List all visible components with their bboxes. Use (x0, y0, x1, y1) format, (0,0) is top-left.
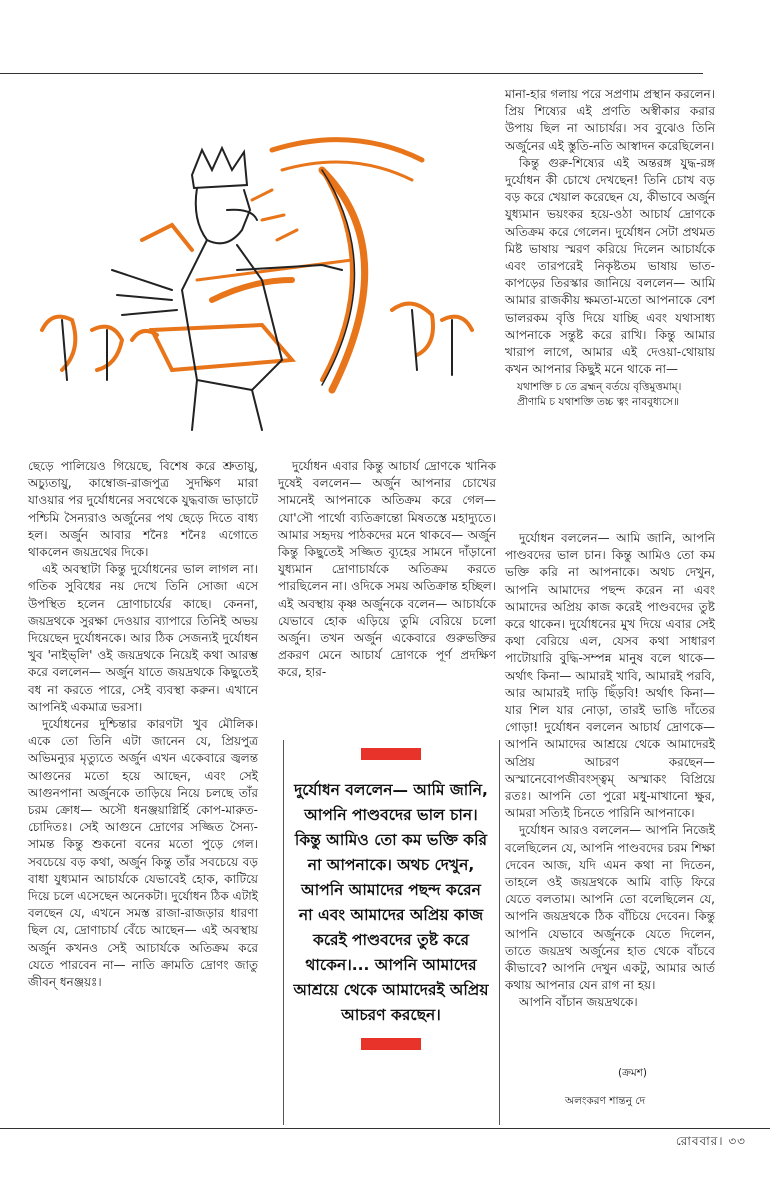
body-column-3-top (505, 86, 715, 416)
paragraph: আপনি বাঁচান জয়দ্রথকে। (519, 995, 638, 1010)
pull-quote-bottom-bar (361, 1038, 421, 1050)
paragraph: দুর্যোধন আরও বললেন— আপনি নিজেই বলেছিলেন যে, আপনি পাণ্ডবদের চরম শিক্ষা দেবেন আজ, যদি এমন কথা না দিতেন, তাহলে ওই জয়দ্রথকে আমি বাড়ি ফিরে যেতে বলতাম। আপনি তো বলেছিলেন যে, আপনি জয়দ্রথকে ঠিক বাঁচিয়ে দেবেন। কিন্তু আপনি যেভাবে অর্জুনকে যেতে দিলেন, তাতে জয়দ্রথ অর্জুনের হাত থেকে বাঁচবে কীভাবে? আপনি দেখুন একটু, আমার আর্ত কথায় আপনার যেন রাগ না হয়। (505, 823, 715, 993)
paragraph: ছেড়ে পালিয়েও গিয়েছে, বিশেষ করে শ্রুতায়ু, অচ্যুতায়ু, কাম্বোজ-রাজপুত্র সুদক্ষিণ মারা যাওয়ার পর দুর্যোধনের সবথেকে যুদ্ধবাজ ভাড়াটে পশ্চিমি সৈন্যরাও অর্জুনের পথ ছেড়ে দিতে বাধ্য হল। অর্জুন আবার শনৈঃ শনৈঃ এগোতে থাকলেন জয়দ্রথের দিকে। (28, 459, 258, 560)
pull-quote-right-border (499, 740, 500, 1125)
paragraph: এই অবস্থাটা কিন্তু দুর্যোধনের ভাল লাগল না। গতিক সুবিধের নয় দেখে তিনি সোজা এসে উপস্থিত হলেন দ্রোণাচার্যের কাছে। কেননা, জয়দ্রথকে সুরক্ষা দেওয়ার ব্যাপারে তিনিই অভয় দিয়েছেন দুর্যোধনকে। আর ঠিক সেজন্যই দুর্যোধন খুব 'নাইভ্‌লি' ওই জয়দ্রথকে নিয়েই কথা আরম্ভ করে বললেন— অর্জুন যাতে জয়দ্রথকে কিছুতেই বধ না করতে পারে, সেই ব্যবস্থা করুন। এখানে আপনিই একমাত্র ভরসা। (28, 562, 258, 714)
illustration-credit: অলংকরণ শান্তনু দে (565, 1095, 646, 1107)
archer-illustration (22, 130, 492, 450)
top-rule (0, 73, 703, 74)
continued-label: (ক্রমশ) (618, 1067, 648, 1079)
pull-quote-text: দুর্যোধন বললেন— আমি জানি, আপনি পাণ্ডবদের ভাল চান। কিন্তু আমিও তো কম ভক্তি করি না আপনাকে। অথচ দেখুন, আপনি আমাদের পছন্দ করেন না এবং আমাদের অপ্রিয় কাজ করেই পাণ্ডবদের তুষ্ট করে থাকেন।... আপনি আমাদের আশ্রয়ে থেকে আমাদেরই অপ্রিয় আচরণ করছেন। (293, 781, 489, 1024)
sanskrit-verse-line: যথাশক্তি চ তে ব্রহ্মন্ বর্তয়ে বৃত্তিমুত্তমাম্। (517, 381, 682, 394)
body-column-2 (278, 458, 496, 682)
page-footer: রোববার। ৩৩ (675, 1134, 746, 1148)
pull-quote-left-border (283, 740, 284, 1125)
bottom-rule (0, 1128, 770, 1129)
paragraph: মানা-হার গলায় পরে সপ্রণাম প্রস্থান করলেন। প্রিয় শিষ্যের এই প্রণতি অস্বীকার করার উপায় ছিল না আচার্যর। সব বুঝেও তিনি অর্জুনের এই স্তুতি-নতি আস্বাদন করেছিলেন। (505, 87, 715, 153)
body-column-1 (28, 458, 258, 991)
paragraph: দুর্যোধনের দুশ্চিন্তার কারণটা খুব মৌলিক। একে তো তিনি এটা জানেন যে, প্রিয়পুত্র অভিমন্যুর মৃত্যুতে অর্জুন এখন একেবারে জ্বলন্ত আগুনের মতো হয়ে আছেন, এবং সেই আগুনপানা অর্জুনকে তাড়িয়ে নিয়ে চলছে তাঁর চরম ক্রোধ— অসৌ ধনঞ্জয়াগ্নির্হি কোপ-মারুত-চোদিতঃ। সেই আগুনে দ্রোণের সজ্জিত সৈন্য-সামন্ত কিন্তু শুকনো বনের মতো পুড়ে গেল। সবচেয়ে বড় কথা, অর্জুন কিন্তু তাঁর সবচেয়ে বড় বাধা যুধ্যমান আচার্যকে যেভাবেই হোক, কাটিয়ে দিয়ে চলে এসেছেন অনেকটা। দুর্যোধন ঠিক এটাই বলছেন যে, এখনে সমস্ত রাজা-রাজড়ার ধারণা ছিল যে, দ্রোণাচার্য বেঁচে আছেন— এই অবস্থায় অর্জুন কখনও সেই আচার্যকে অতিক্রম করে যেতে পারবেন না— নাতি ক্রামতি দ্রোণং জাতু জীবন্ ধনঞ্জয়ঃ। (28, 717, 259, 990)
pull-quote (285, 740, 497, 1125)
sanskrit-verse-line: প্রীণামি চ যথাশক্তি তচ্চ ত্বং নাববুধ্যসে॥ (517, 396, 680, 409)
paragraph: দুর্যোধন এবার কিন্তু আচার্য দ্রোণকে খানিক দুষেই বললেন— অর্জুন আপনার চোখের সামনেই আপনাকে অতিক্রম করে গেল— যো'সৌ পার্থো ব্যতিক্রান্তো মিষতস্তে মহাদ্যুতে। আমার সহৃদয় পাঠকদের মনে থাকবে— অর্জুন কিন্তু কিছুতেই সজ্জিত ব্যূহের সামনে দাঁড়ানো যুধ্যমান দ্রোণাচার্যকে অতিক্রম করতে পারছিলেন না। ওদিকে সময় অতিক্রান্ত হচ্ছিল। এই অবস্থায় কৃষ্ণ অর্জুনকে বলেন— আচার্যকে যেভাবে হোক এড়িয়ে তুমি বেরিয়ে চলো অর্জুন। তখন অর্জুন একেবারে গুরুভক্তির প্রকরণ মেনে আচার্য দ্রোণকে পূর্ণ প্রদক্ষিণ করে, হার- (278, 459, 496, 680)
paragraph: দুর্যোধন বললেন— আমি জানি, আপনি পাণ্ডবদের ভাল চান। কিন্তু আমিও তো কম ভক্তি করি না আপনাকে। অথচ দেখুন, আপনি আমাদের পছন্দ করেন না এবং আমাদের অপ্রিয় কাজ করেই পাণ্ডবদের তুষ্ট করে থাকেন। দুর্যোধনের মুখ দিয়ে এবার সেই কথা বেরিয়ে এল, যেসব কথা সাধারণ পাটোয়ারি বুদ্ধি-সম্পন্ন মানুষ বলে থাকে— অর্থাৎ কিনা— আমারই খাবি, আমারই পরবি, আর আমারই দাড়ি ছিঁড়বি! অর্থাৎ কিনা— যার শিল যার নোড়া, তারই ভাঙি দাঁতের গোড়া! দুর্যোধন বললেন আচার্য দ্রোণকে— আপনি আমাদের আশ্রয়ে থেকে আমাদেরই অপ্রিয় আচরণ করছেন— অস্মানেবোপজীবংস্ত্বম্ অস্মাকং বিপ্রিয়ে রতঃ। আপনি তো পুরো মধু-মাখানো ক্ষুর, আমরা সত্যিই চিনতে পারিনি আপনাকে। (505, 531, 715, 821)
pull-quote-top-bar (361, 748, 421, 760)
body-column-3-bottom (505, 530, 715, 1012)
paragraph: কিন্তু গুরু-শিষ্যের এই অন্তরঙ্গ যুদ্ধ-রঙ্গ দুর্যোধন কী চোখে দেখছেন! তিনি চোখ বড় বড় করে খেয়াল করেছেন যে, কীভাবে অর্জুন যুধ্যমান ভয়ংকর হয়ে-ওঠা আচার্য দ্রোণকে অতিক্রম করে গেলেন। দুর্যোধন সেটা প্রথমত মিষ্ট ভাষায় স্মরণ করিয়ে দিলেন আচার্যকে এবং তারপরেই নিকৃষ্টতম ভাষায় ভাত-কাপড়ের তিরস্কার জানিয়ে বললেন— আমি আমার রাজকীয় ক্ষমতা-মতো আপনাকে বেশ ভালরকম বৃত্তি দিয়ে যাচ্ছি এবং যথাসাধ্য আপনাকে সন্তুষ্ট করে রাখি। কিন্তু আমার খারাপ লাগে, আমার এই দেওয়া-থোয়ায় কখন আপনার কিছুই মনে থাকে না— (505, 155, 715, 377)
